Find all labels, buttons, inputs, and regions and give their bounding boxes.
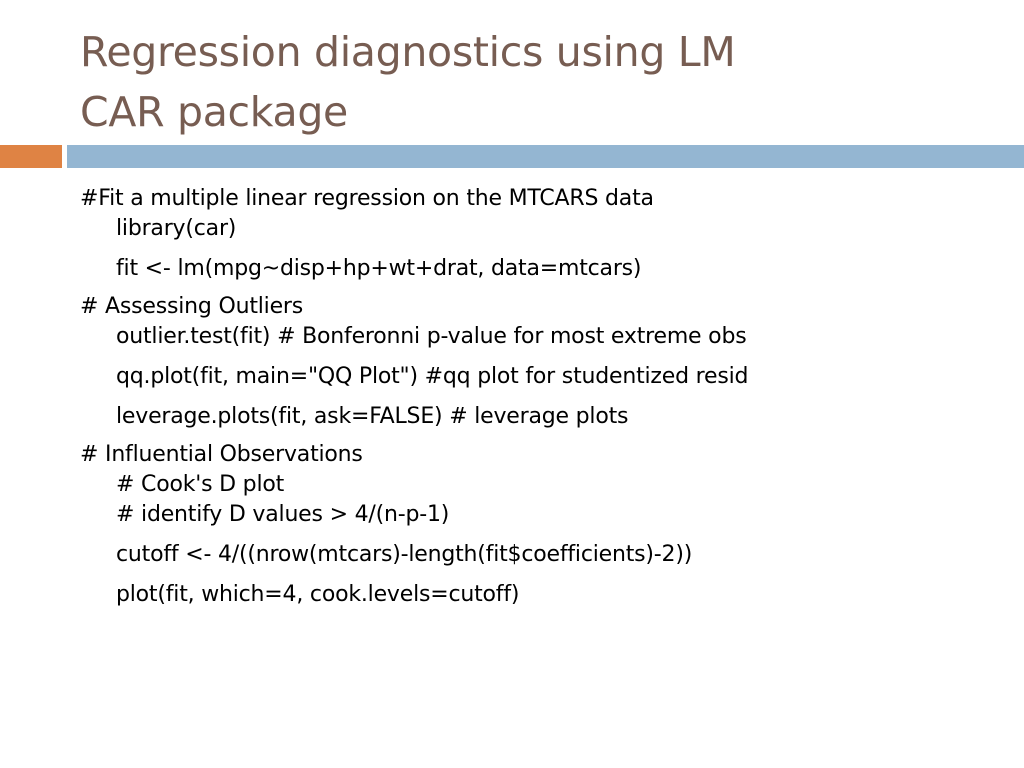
code-qq-plot: qq.plot(fit, main="QQ Plot") #qq plot for studentized resid [116,364,749,389]
title-line-2: CAR package [80,88,348,136]
comment-influential-observations: # Influential Observations [80,442,363,467]
comment-assessing-outliers: # Assessing Outliers [80,294,304,319]
code-outlier-test: outlier.test(fit) # Bonferonni p-value for most extreme obs [116,324,747,349]
code-fit-lm: fit <- lm(mpg~disp+hp+wt+drat, data=mtcars) [116,256,642,281]
code-library-car: library(car) [116,216,237,241]
code-leverage-plots: leverage.plots(fit, ask=FALSE) # leverage plots [116,404,629,429]
code-plot-cooks: plot(fit, which=4, cook.levels=cutoff) [116,582,520,607]
slide-body [80,184,980,618]
comment-identify-d-values: # identify D values > 4/(n-p-1) [116,502,450,527]
slide-title [80,22,980,142]
title-rule-bar [67,145,1024,168]
comment-fit-regression: #Fit a multiple linear regression on the MTCARS data [80,186,654,211]
code-cutoff: cutoff <- 4/((nrow(mtcars)-length(fit$coefficients)-2)) [116,542,693,567]
title-line-1: Regression diagnostics using LM [80,28,736,76]
section-fit-model [80,184,980,284]
section-outliers [80,292,980,432]
comment-cooks-d-plot: # Cook's D plot [116,472,285,497]
accent-bar [0,145,62,168]
section-influential [80,440,980,610]
